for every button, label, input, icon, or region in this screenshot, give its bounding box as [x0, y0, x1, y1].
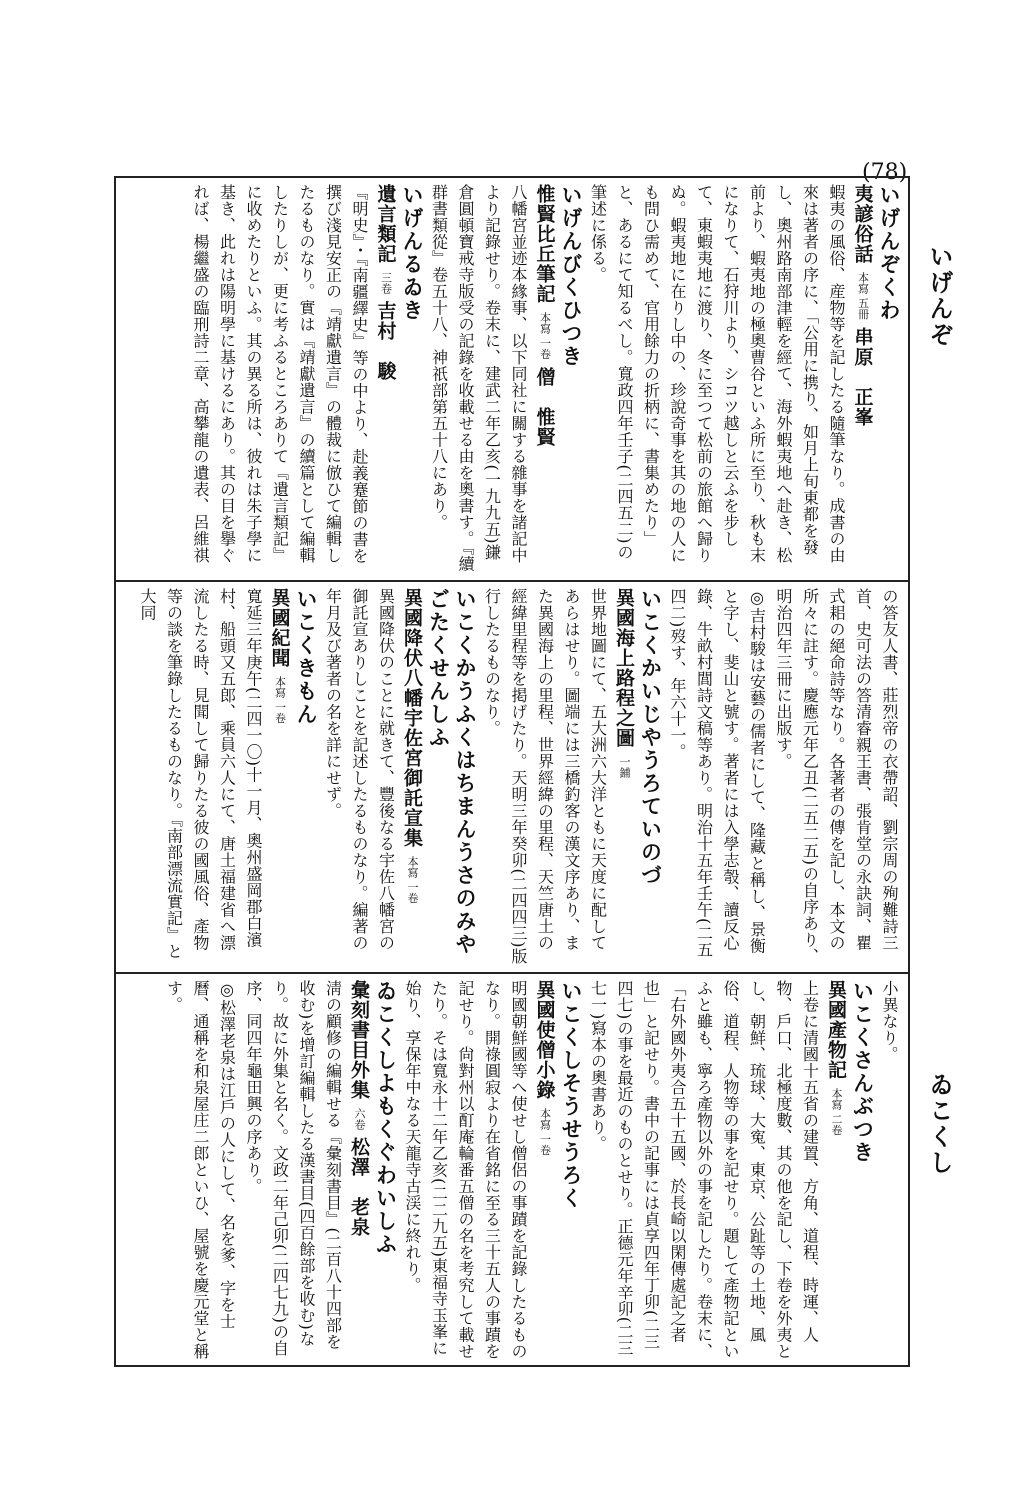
entry-meta: 本寫 一卷: [538, 1107, 552, 1156]
entry-meta: 六卷: [353, 1107, 366, 1130]
entry-heading: いこくきもん: [294, 588, 319, 726]
entry-title: [849, 184, 876, 574]
entry-heading: ゐこくしよもくぐわいしふ: [373, 980, 399, 1256]
entry-title-text: 異國降伏八幡宇佐宮御託宣集: [401, 588, 423, 848]
entry-body: 蝦夷の風俗、産物等を記したる隨筆なり。成書の由來は著者の序に、「公用に携り、如月上旬東都を發し、奧州路南部津輕を經て、海外蝦夷地へ赴き、松前より、蝦夷地の極奧曹谷といふ所に至り、秋も末になりて、石狩川より、シコツ越しと云ふを步して、東蝦夷地に渡り、冬に至つて松前の旅館へ歸りぬ。蝦夷地に在りし中の、珍說奇事を其の地の人にも問ひ需めて、官用餘力の折柄に、書集めたり」と、あるにて知るべし。寬政四年壬子(二四五二)の筆述に係る。: [588, 184, 846, 564]
running-head-top: いげんぞ: [925, 244, 954, 348]
tier-middle: [122, 588, 902, 966]
entry-title: [611, 588, 638, 966]
entry-heading: いこくかいじやうろていのづ: [638, 588, 664, 887]
entry-author: 松澤 老泉: [348, 1137, 370, 1238]
entry-title: [346, 980, 373, 1360]
tier-divider-lower: [114, 972, 910, 974]
entry-heading: いげんびくひつき: [559, 184, 584, 368]
entry-heading: いこくさんぶつき: [850, 980, 876, 1164]
entry-meta: 本寫 二卷: [830, 1087, 843, 1136]
tier-top: [122, 184, 902, 574]
page-number: (78): [862, 160, 908, 185]
entry-title: [372, 184, 399, 574]
entry-body: 淸の顧修の編輯せる『彙刻書目』(二百八十四部を收む)を增訂編輯したる漢書目(四百餘部を收む)なり。故に外集と名く。文政二年己卯(二四七九)の自序、同四年龜田興の序あり。: [244, 980, 343, 1357]
entry-body: 明國朝鮮國等へ使せし僧侶の事蹟を記錄したるものなり。開祿圓寂より在省銘に至る三十五人の事蹟を記せり。尙對州以酊庵輪番五僧の名を考究して載せたり。そは寬永十二年乙亥(二二九五)東福寺玉峯に始り、享保年中なる天龍寺古渓に終れり。: [403, 980, 528, 1360]
entry-meta: 本寫 一卷: [406, 855, 419, 904]
entry-title-text: 夷諺俗話: [851, 184, 874, 264]
entry-body: 八幡宮並迹本緣事、以下同社に關する雜事を諸記中より記錄せり。卷末に、建武二年乙亥(一九九五)鎌倉圓頓寶戒寺版受の記錄を收載せる由を奧書す。『續群書類從』卷五十八、神祇部第五十八にあり。: [429, 184, 528, 572]
entry-meta: 一鋪: [618, 755, 631, 778]
entry-body-continued: 小異なり。: [880, 980, 899, 1063]
entry-title-text: 異國海上路程之圖: [613, 588, 635, 748]
running-head-bottom: ゐこくし: [925, 1072, 954, 1176]
tier-bottom: [122, 980, 902, 1360]
entry-title-text: 異國紀聞: [268, 588, 291, 668]
entry-body: 世界地圖にて、五大洲六大洋ともに天度に配してあらはせり。圖端には三橋釣客の漢文序あり、また異國海上の里程、世界經緯の里程、天竺唐土の經緯里程等を掲げたり。天明三年癸卯(二四四三)版行したるものなり。: [482, 588, 608, 965]
entry-body: 上卷に清國十五省の建置、方角、道程、時運、人物、戶口、北極度數、其の他を記し、下卷を外夷とし、朝鮮、琉球、大寃、東京、公趾等の土地、風俗、道程、人物等の事を記せり。題して產物記といふと雖も、寧ろ產物以外の事を記したり。卷末に、「右外國外夷合五十五國、於長崎以閑傳處記之者也」と記せり。書中の記事には貞享四年丁卯(二三四七)の事を最近のものとせり。正德元年辛卯(二三七一)寫本の奧書あり。: [588, 980, 820, 1360]
entry-title: [266, 588, 293, 966]
entry-meta: 本寫 一卷: [538, 311, 552, 360]
entry-author: 串原 正峯: [851, 326, 874, 427]
entry-author: 吉村 駿: [374, 301, 397, 382]
entry-meta: 三卷: [379, 271, 393, 294]
entry-meta: 本寫 五冊: [856, 271, 870, 320]
entry-body-continued: の答友人書、莊烈帝の衣帶詔、劉宗周の殉難詩三首、史可法の答清睿親王書、張肯堂の永訣詞、瞿式耜の絕命詩等なり。各著者の傳を記し、本文の所々に註す。慶應元年乙丑(二五二五)の自序あり、明治四年三冊に出版す。: [774, 588, 899, 965]
entry-title-text: 遺言類記: [374, 184, 397, 264]
entry-heading: いこくかうふくはちまんうさのみやごたくせんしふ: [426, 588, 478, 956]
entry-heading: いげんぞくわ: [877, 184, 902, 322]
entry-title: [531, 184, 558, 574]
entry-title-text: 異國使僧小錄: [533, 980, 556, 1100]
entry-title-text: 惟賢比丘筆記: [533, 184, 556, 304]
entry-body: 寬延三年庚午(二四一〇)十一月、奧州盛岡郡白濱村、船頭又五郎、乘員六人にて、唐土福建省へ漂流したる時、見聞して歸りたる彼の國風俗、產物等の談を筆錄したるものなり。『南部漂流實記』と大同: [138, 588, 263, 960]
entry-note: ◎松澤老泉は江戶の人にして、名を爹、字を士曆、通稱を和泉屋庄二郎といひ、屋號を慶元堂と稱す。: [164, 980, 237, 1360]
entry-title-text: 彙刻書目外集: [348, 980, 370, 1100]
entry-title: [399, 588, 426, 966]
tier-divider-upper: [114, 580, 910, 582]
entry-note: ◎吉村駿は安藝の儒者にして、隆藏と稱し、景衡と字し、斐山と號す。著者には入學志彀、讀反心錄、牛畝村閭詩文稿等あり。明治十五年壬午(二五四二)歿す、年六十一。: [668, 588, 767, 958]
entry-title-text: 異國產物記: [825, 980, 847, 1080]
entry-title: [823, 980, 850, 1360]
entry-heading: いげんるゐき: [400, 184, 425, 322]
entry-author: 僧 惟賢: [533, 366, 556, 447]
entry-heading: いこくしそうせうろく: [559, 980, 584, 1210]
entry-body: 『明史』・『南疆繹史』等の中より、赴義蹇節の書を撰び淺見安正の『靖獻遺言』の體裁に倣ひて編輯したるものなり。實は『靖獻遺言』の續篇として編輯したりしが、更に考ふるところありて『遺言類記』に收めたりといふ。其の異る所は、彼れは朱子學に基き、此れは陽明學に基けるにあり。其の目を擧ぐれば、楊繼盛の臨刑詩二章、高攀龍の遺表、呂維祺: [191, 184, 369, 564]
entry-title: [531, 980, 558, 1360]
entry-body: 異國降伏のことに就きて、豐後なる宇佐八幡宮の御託宣ありしことを記述したるものなり。編著の年月及び著者の名を詳にせず。: [323, 588, 396, 951]
entry-meta: 本寫 一卷: [273, 675, 287, 724]
